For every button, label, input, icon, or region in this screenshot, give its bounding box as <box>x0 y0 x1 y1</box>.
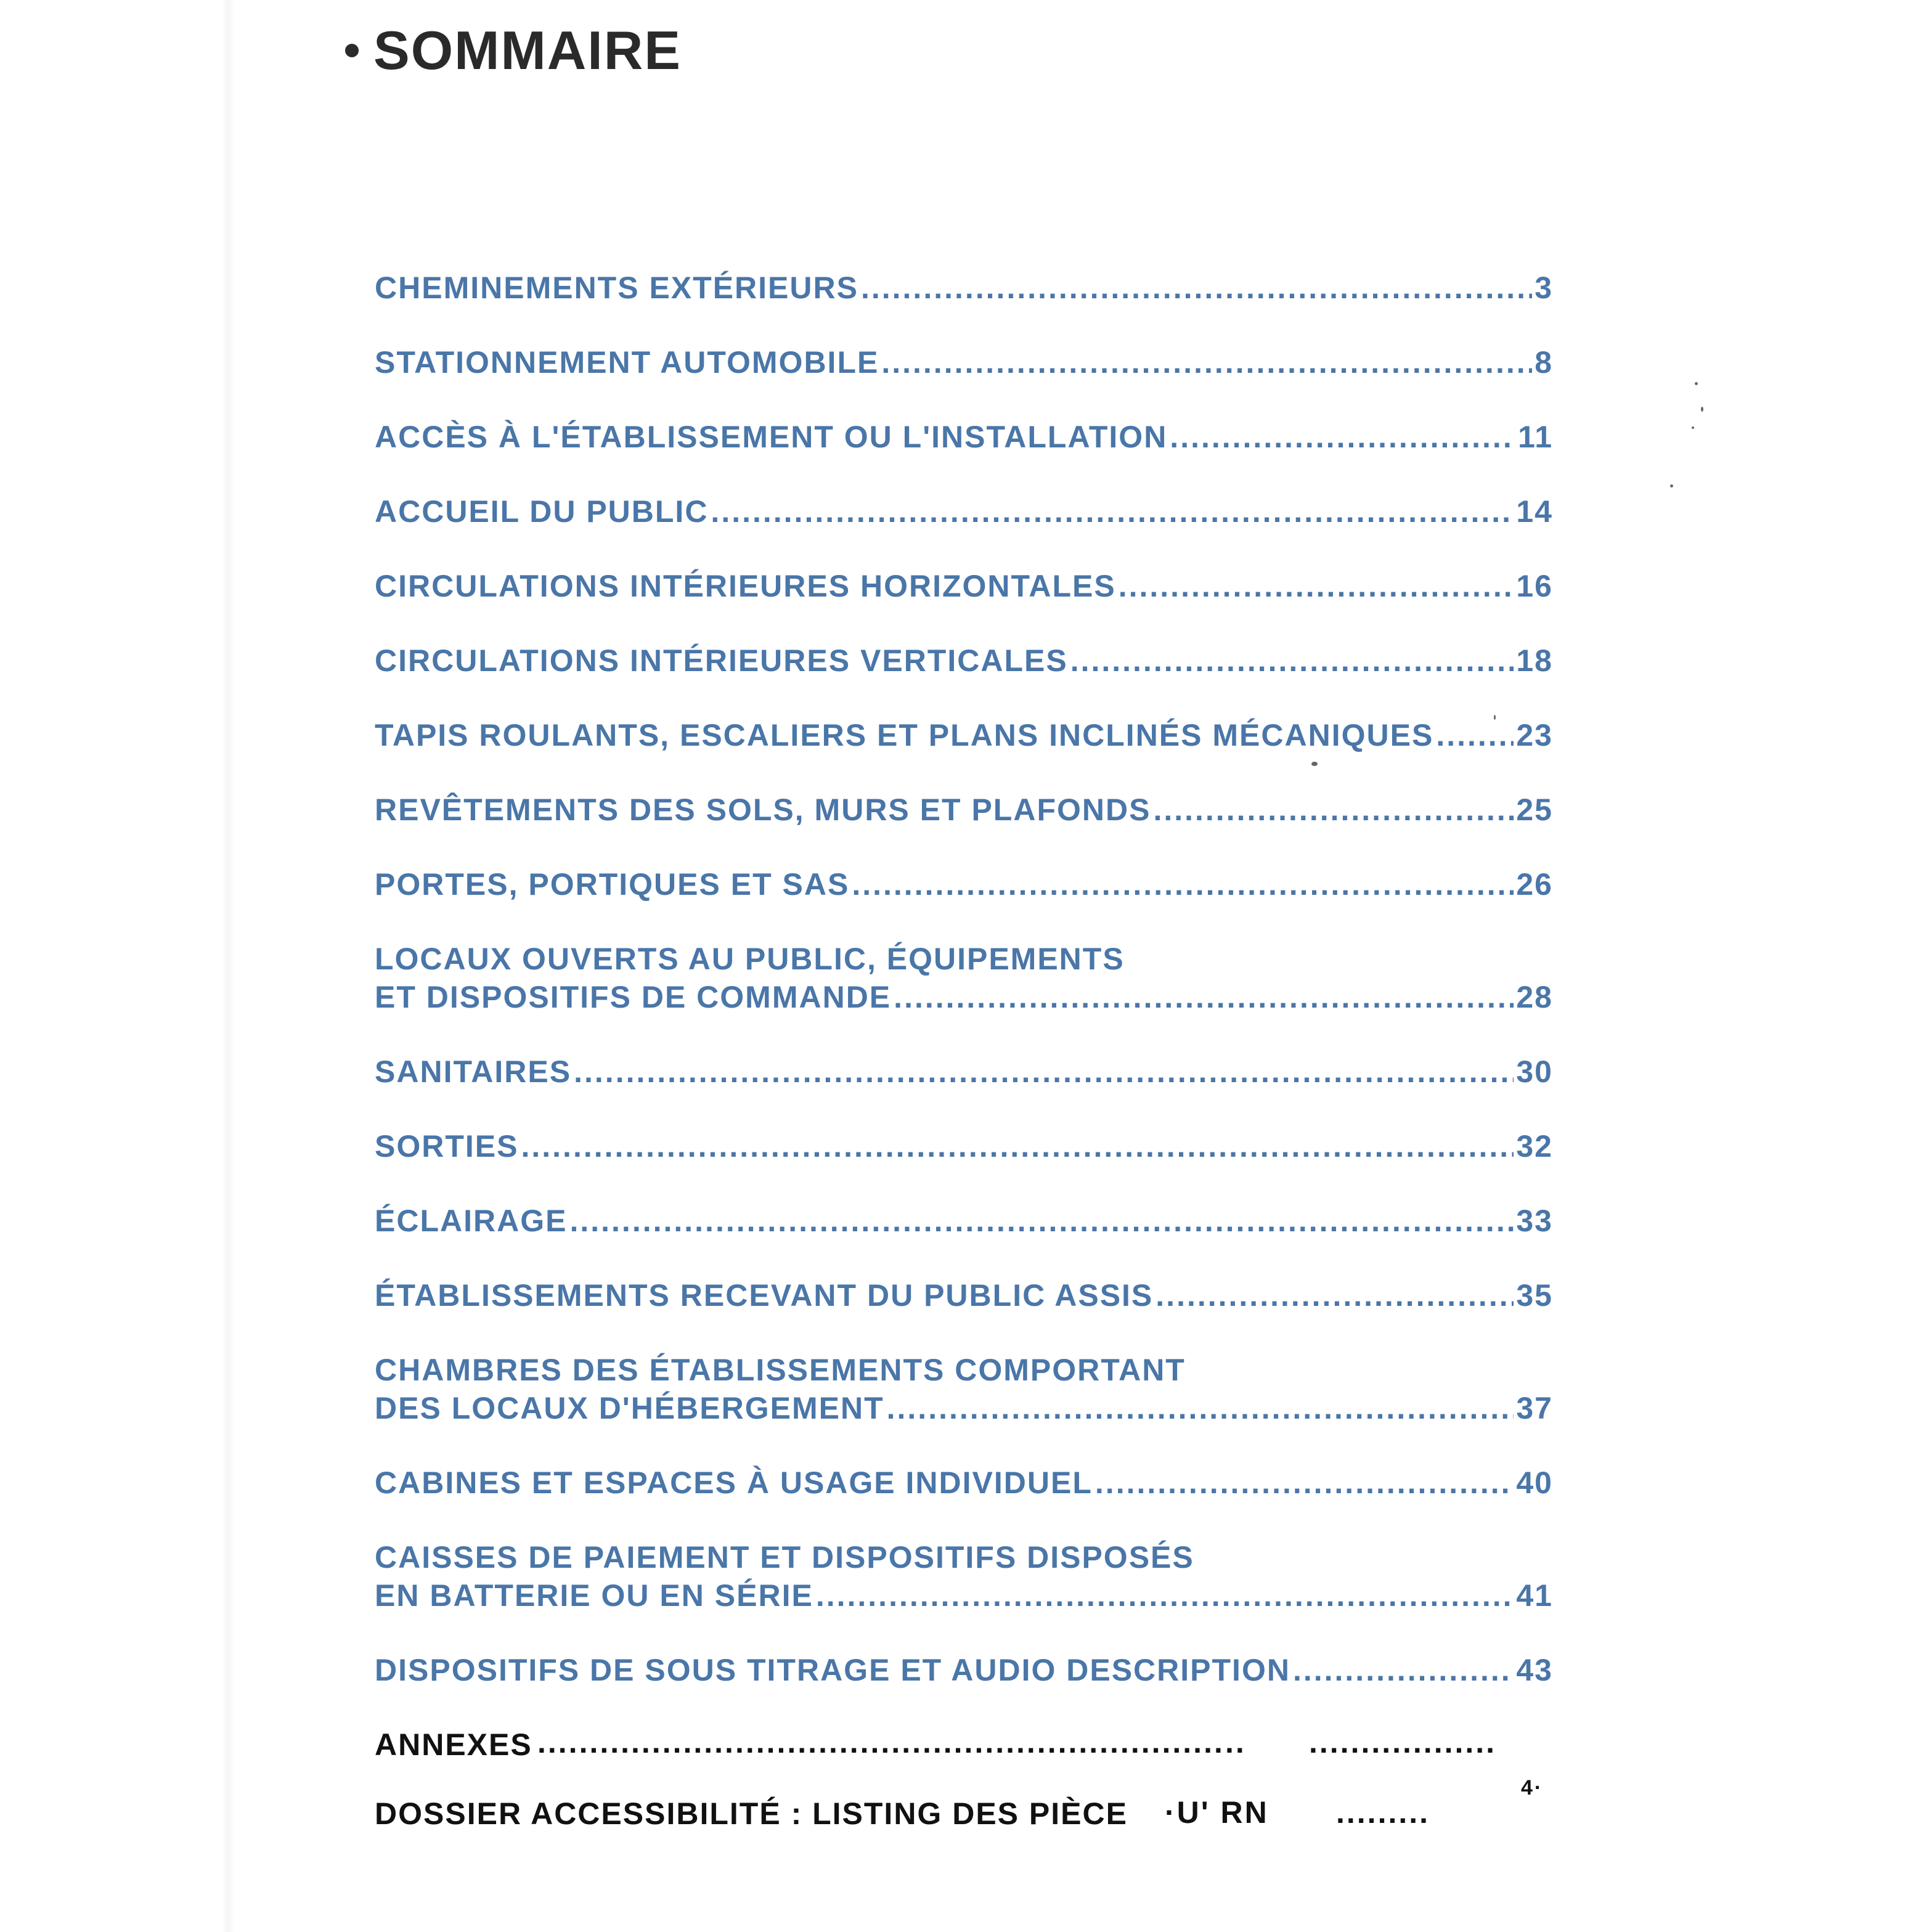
toc-page-number: 4· <box>1521 1776 1544 1800</box>
toc-page-number: 16 <box>1516 569 1553 603</box>
scan-speck <box>1701 407 1703 412</box>
toc-leader-dots <box>1153 791 1514 829</box>
toc-entry-label: ET DISPOSITIFS DE COMMANDE <box>375 980 892 1014</box>
toc-leader-dots <box>574 1053 1514 1091</box>
scan-speck <box>1695 382 1698 385</box>
toc-entry-line <box>375 978 1553 1016</box>
toc-page-number: 3 <box>1535 271 1553 305</box>
toc-entry-label: ACCUEIL DU PUBLIC <box>375 494 709 529</box>
toc-entry[interactable] <box>375 865 1553 903</box>
scan-speck <box>1494 715 1496 720</box>
toc-entry[interactable] <box>375 642 1553 680</box>
toc-entry-line <box>375 865 1553 903</box>
toc-entry[interactable] <box>375 1202 1553 1240</box>
toc-entry-label: LOCAUX OUVERTS AU PUBLIC, ÉQUIPEMENTS <box>375 942 1125 976</box>
toc-entry[interactable] <box>375 716 1553 754</box>
toc-leader-dots <box>1070 642 1514 680</box>
toc-entry[interactable] <box>375 418 1553 456</box>
toc-entry-line <box>375 1053 1553 1091</box>
toc-leader-dots <box>881 343 1532 381</box>
page-title: SOMMAIRE <box>373 20 682 81</box>
toc-entry-label: CABINES ET ESPACES À USAGE INDIVIDUEL <box>375 1465 1093 1500</box>
toc-entry-line <box>375 1202 1553 1240</box>
toc-leader-dots <box>711 492 1514 531</box>
toc-entry-line <box>375 269 1553 307</box>
toc-leader-dots <box>1156 1276 1514 1314</box>
toc-entry[interactable] <box>375 492 1553 531</box>
toc-entry-label: EN BATTERIE OU EN SÉRIE <box>375 1578 813 1613</box>
toc-page-number: 32 <box>1516 1129 1553 1164</box>
toc-entry-line <box>375 1651 1553 1689</box>
toc-leader-dots: ......... <box>1336 1795 1430 1830</box>
toc-entry-line <box>375 492 1553 531</box>
toc-entry-label: CAISSES DE PAIEMENT ET DISPOSITIFS DISPOSÉS <box>375 1540 1194 1575</box>
toc-entry[interactable] <box>375 1464 1553 1502</box>
header <box>345 20 682 81</box>
toc-entry-line <box>375 1351 1553 1389</box>
toc-entry-fragment: ·U' RN <box>1165 1795 1269 1830</box>
toc-entry-label: DOSSIER ACCESSIBILITÉ : LISTING DES PIÈCE <box>375 1796 1128 1831</box>
toc-entry[interactable] <box>375 269 1553 307</box>
toc-entry-label: STATIONNEMENT AUTOMOBILE <box>375 345 879 380</box>
toc-entry-label: ÉCLAIRAGE <box>375 1204 568 1238</box>
toc-entry-label: CIRCULATIONS INTÉRIEURES VERTICALES <box>375 643 1068 678</box>
toc-entry-line <box>375 642 1553 680</box>
toc-entry[interactable] <box>375 1276 1553 1314</box>
toc-entry-label: PORTES, PORTIQUES ET SAS <box>375 867 850 902</box>
toc-entry-line <box>375 1127 1553 1165</box>
toc-leader-dots <box>894 978 1514 1016</box>
toc-page-number: 40 <box>1516 1465 1553 1500</box>
toc-leader-dots <box>852 865 1514 903</box>
toc-entry-line <box>375 1276 1553 1314</box>
toc-leader-dots <box>1170 418 1515 456</box>
toc-page-number: 30 <box>1516 1054 1553 1089</box>
bullet-icon <box>345 44 359 57</box>
toc-leader-dots <box>1119 567 1514 605</box>
toc-entry-label: CHAMBRES DES ÉTABLISSEMENTS COMPORTANT <box>375 1353 1186 1387</box>
toc-entry[interactable] <box>375 343 1553 381</box>
toc-entry[interactable] <box>375 940 1553 1016</box>
toc-page-number: 41 <box>1516 1578 1553 1613</box>
scan-speck <box>1692 426 1694 429</box>
toc-page-number: 23 <box>1516 718 1553 752</box>
toc-entry-label: ÉTABLISSEMENTS RECEVANT DU PUBLIC ASSIS <box>375 1278 1154 1313</box>
toc-entry-label: DES LOCAUX D'HÉBERGEMENT <box>375 1391 884 1425</box>
toc-page-number: 35 <box>1516 1278 1553 1313</box>
toc-page-number: 28 <box>1516 980 1553 1014</box>
toc-page-number: 18 <box>1516 643 1553 678</box>
toc-entry[interactable] <box>375 1651 1553 1689</box>
toc-entry[interactable] <box>375 1127 1553 1165</box>
toc-entry[interactable] <box>375 1351 1553 1427</box>
toc-page-number: 33 <box>1516 1204 1553 1238</box>
toc-page-number: 14 <box>1516 494 1553 529</box>
toc-leader-dots <box>1293 1651 1514 1689</box>
toc-leader-dots: .................. <box>1309 1725 1497 1759</box>
toc-entry-line <box>375 418 1553 456</box>
toc-entry-line <box>375 1576 1553 1615</box>
toc-entry-line <box>375 1389 1553 1427</box>
toc-entry-label: SANITAIRES <box>375 1054 572 1089</box>
toc-leader-dots <box>1095 1464 1514 1502</box>
toc-entry-line <box>375 1464 1553 1502</box>
toc-leader-dots: .................................................................. <box>537 1725 1225 1759</box>
toc-leader-dots <box>861 269 1532 307</box>
toc-page-number: 26 <box>1516 867 1553 902</box>
toc-entry-label: CHEMINEMENTS EXTÉRIEURS <box>375 271 858 305</box>
toc-page-number: 8 <box>1535 345 1553 380</box>
toc-leader-dots <box>1436 716 1514 754</box>
toc-leader-dots <box>521 1127 1514 1165</box>
toc-entry-label: SORTIES <box>375 1129 519 1164</box>
toc-entry-label: DISPOSITIFS DE SOUS TITRAGE ET AUDIO DESCRIPTION <box>375 1653 1290 1687</box>
toc-entry-line <box>375 716 1553 754</box>
toc-page-number: 11 <box>1518 420 1553 454</box>
toc-leader-dots: .. <box>1225 1725 1246 1759</box>
toc-entry-line <box>375 1538 1553 1576</box>
toc-entry[interactable] <box>375 1053 1553 1091</box>
toc-entry[interactable] <box>375 567 1553 605</box>
toc-leader-dots <box>887 1389 1514 1427</box>
toc-entry-label: ACCÈS À L'ÉTABLISSEMENT OU L'INSTALLATION <box>375 420 1168 454</box>
toc-entry-label: ANNEXES <box>375 1727 532 1762</box>
toc-leader-dots <box>816 1576 1514 1615</box>
scan-speck <box>1670 484 1673 487</box>
toc-entry-label: TAPIS ROULANTS, ESCALIERS ET PLANS INCLINÉS MÉCANIQUES <box>375 718 1434 752</box>
toc-entry[interactable] <box>375 791 1553 829</box>
toc-leader-dots <box>569 1202 1514 1240</box>
toc-entry-label: REVÊTEMENTS DES SOLS, MURS ET PLAFONDS <box>375 793 1151 827</box>
toc-entry[interactable] <box>375 1538 1553 1615</box>
toc-page-number: 37 <box>1516 1391 1553 1425</box>
toc-page-number: 43 <box>1516 1653 1553 1687</box>
scan-shadow <box>222 0 234 1932</box>
scan-speck <box>1311 762 1318 766</box>
toc-entry-line <box>375 343 1553 381</box>
toc-entry-line <box>375 567 1553 605</box>
toc-entry-line <box>375 940 1553 978</box>
toc-page-number: 25 <box>1516 793 1553 827</box>
toc-entry-label: CIRCULATIONS INTÉRIEURES HORIZONTALES <box>375 569 1116 603</box>
toc-entry-line <box>375 791 1553 829</box>
